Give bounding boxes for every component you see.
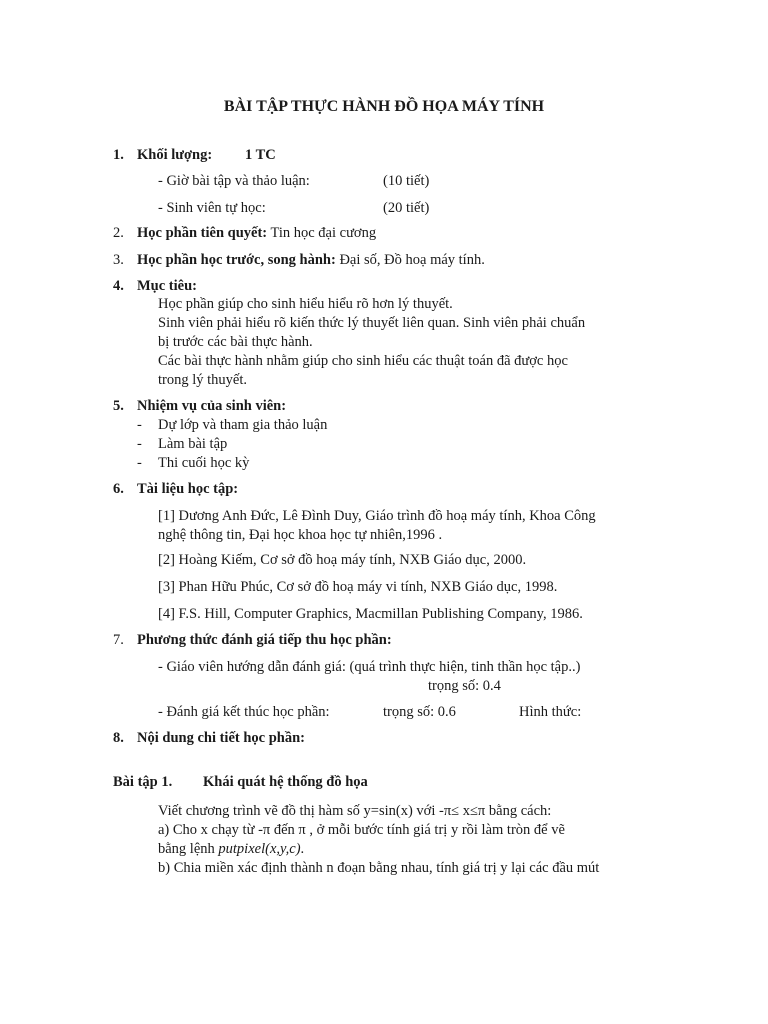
workload-row-text: - Giờ bài tập và thảo luận:	[158, 173, 310, 189]
exercise-1-line: b) Chia miền xác định thành n đoạn bằng nhau, tính giá trị y lại các đầu mút	[158, 860, 600, 876]
reference-line: [1] Dương Anh Đức, Lê Đình Duy, Giáo trình đồ hoạ máy tính, Khoa Công	[158, 508, 596, 524]
bullet-dash: -	[137, 455, 142, 471]
bullet-dash: -	[137, 436, 142, 452]
final-weight: trọng số: 0.6	[383, 704, 456, 720]
instructor-weight: trọng số: 0.4	[428, 678, 501, 694]
reference-line: [2] Hoàng Kiếm, Cơ sở đồ hoạ máy tính, NXB Giáo dục, 2000.	[158, 552, 527, 568]
section-5-number: 5.	[113, 398, 124, 414]
objective-line: Các bài thực hành nhằm giúp cho sinh hiểu các thuật toán đã được học	[158, 353, 568, 369]
page-title: BÀI TẬP THỰC HÀNH ĐỒ HỌA MÁY TÍNH	[223, 98, 545, 115]
section-6-label: Tài liệu học tập:	[137, 481, 239, 497]
section-3-line	[137, 251, 485, 269]
final-assessment: - Đánh giá kết thúc học phần:	[158, 704, 330, 720]
section-2-number: 2.	[113, 225, 124, 241]
section-1-value: 1 TC	[245, 147, 276, 163]
section-7-label: Phương thức đánh giá tiếp thu học phần:	[137, 632, 392, 648]
section-2-text: Tin học đại cương	[267, 225, 377, 241]
reference-line: [3] Phan Hữu Phúc, Cơ sở đồ hoạ máy vi tính, NXB Giáo dục, 1998.	[158, 579, 558, 595]
section-6-number: 6.	[113, 481, 124, 497]
section-5-label: Nhiệm vụ của sinh viên:	[137, 398, 287, 414]
exercise-1-line: a) Cho x chạy từ -π đến π , ở mỗi bước tính giá trị y rồi làm tròn để vẽ	[158, 822, 565, 838]
section-2-label: Học phần tiên quyết:	[137, 225, 268, 241]
instructor-assessment: - Giáo viên hướng dẫn đánh giá: (quá trình thực hiện, tinh thần học tập..)	[158, 659, 581, 675]
section-4-number: 4.	[113, 278, 124, 294]
objective-line: Học phần giúp cho sinh hiểu hiểu rõ hơn lý thuyết.	[158, 296, 453, 312]
objective-line: bị trước các bài thực hành.	[158, 334, 313, 350]
exercise-1-code: putpixel(x,y,c)	[218, 841, 301, 857]
section-1-number: 1.	[113, 147, 124, 163]
section-3-text: Đại số, Đồ hoạ máy tính.	[335, 252, 485, 268]
section-2-line	[137, 224, 376, 242]
exercise-1-title: Khái quát hệ thống đồ họa	[203, 774, 368, 790]
exercise-1-text: .	[300, 841, 305, 857]
exercise-1-text: bằng lệnh	[158, 841, 219, 857]
section-3-label: Học phần học trước, song hành:	[137, 252, 336, 268]
reference-line: nghệ thông tin, Đại học khoa học tự nhiên,1996 .	[158, 527, 443, 543]
workload-row-text: - Sinh viên tự học:	[158, 200, 266, 216]
workload-row-value: (10 tiết)	[383, 173, 430, 189]
objective-line: trong lý thuyết.	[158, 372, 248, 388]
reference-line: [4] F.S. Hill, Computer Graphics, Macmillan Publishing Company, 1986.	[158, 606, 583, 622]
duty-item: Làm bài tập	[158, 436, 228, 452]
section-1-label: Khối lượng:	[137, 147, 213, 163]
section-8-label: Nội dung chi tiết học phần:	[137, 730, 305, 746]
exercise-1-line	[158, 840, 304, 858]
section-7-number: 7.	[113, 632, 124, 648]
section-3-number: 3.	[113, 252, 124, 268]
section-4-label: Mục tiêu:	[137, 278, 197, 294]
bullet-dash: -	[137, 417, 142, 433]
workload-row-value: (20 tiết)	[383, 200, 430, 216]
duty-item: Thi cuối học kỳ	[158, 455, 250, 471]
exercise-1-label: Bài tập 1.	[113, 774, 173, 790]
objective-line: Sinh viên phải hiểu rõ kiến thức lý thuyết liên quan. Sinh viên phải chuẩn	[158, 315, 586, 331]
section-8-number: 8.	[113, 730, 124, 746]
duty-item: Dự lớp và tham gia thảo luận	[158, 417, 328, 433]
exercise-1-line: Viết chương trình vẽ đồ thị hàm số y=sin(x) với -π≤ x≤π bằng cách:	[158, 803, 552, 819]
final-form: Hình thức:	[519, 704, 582, 720]
